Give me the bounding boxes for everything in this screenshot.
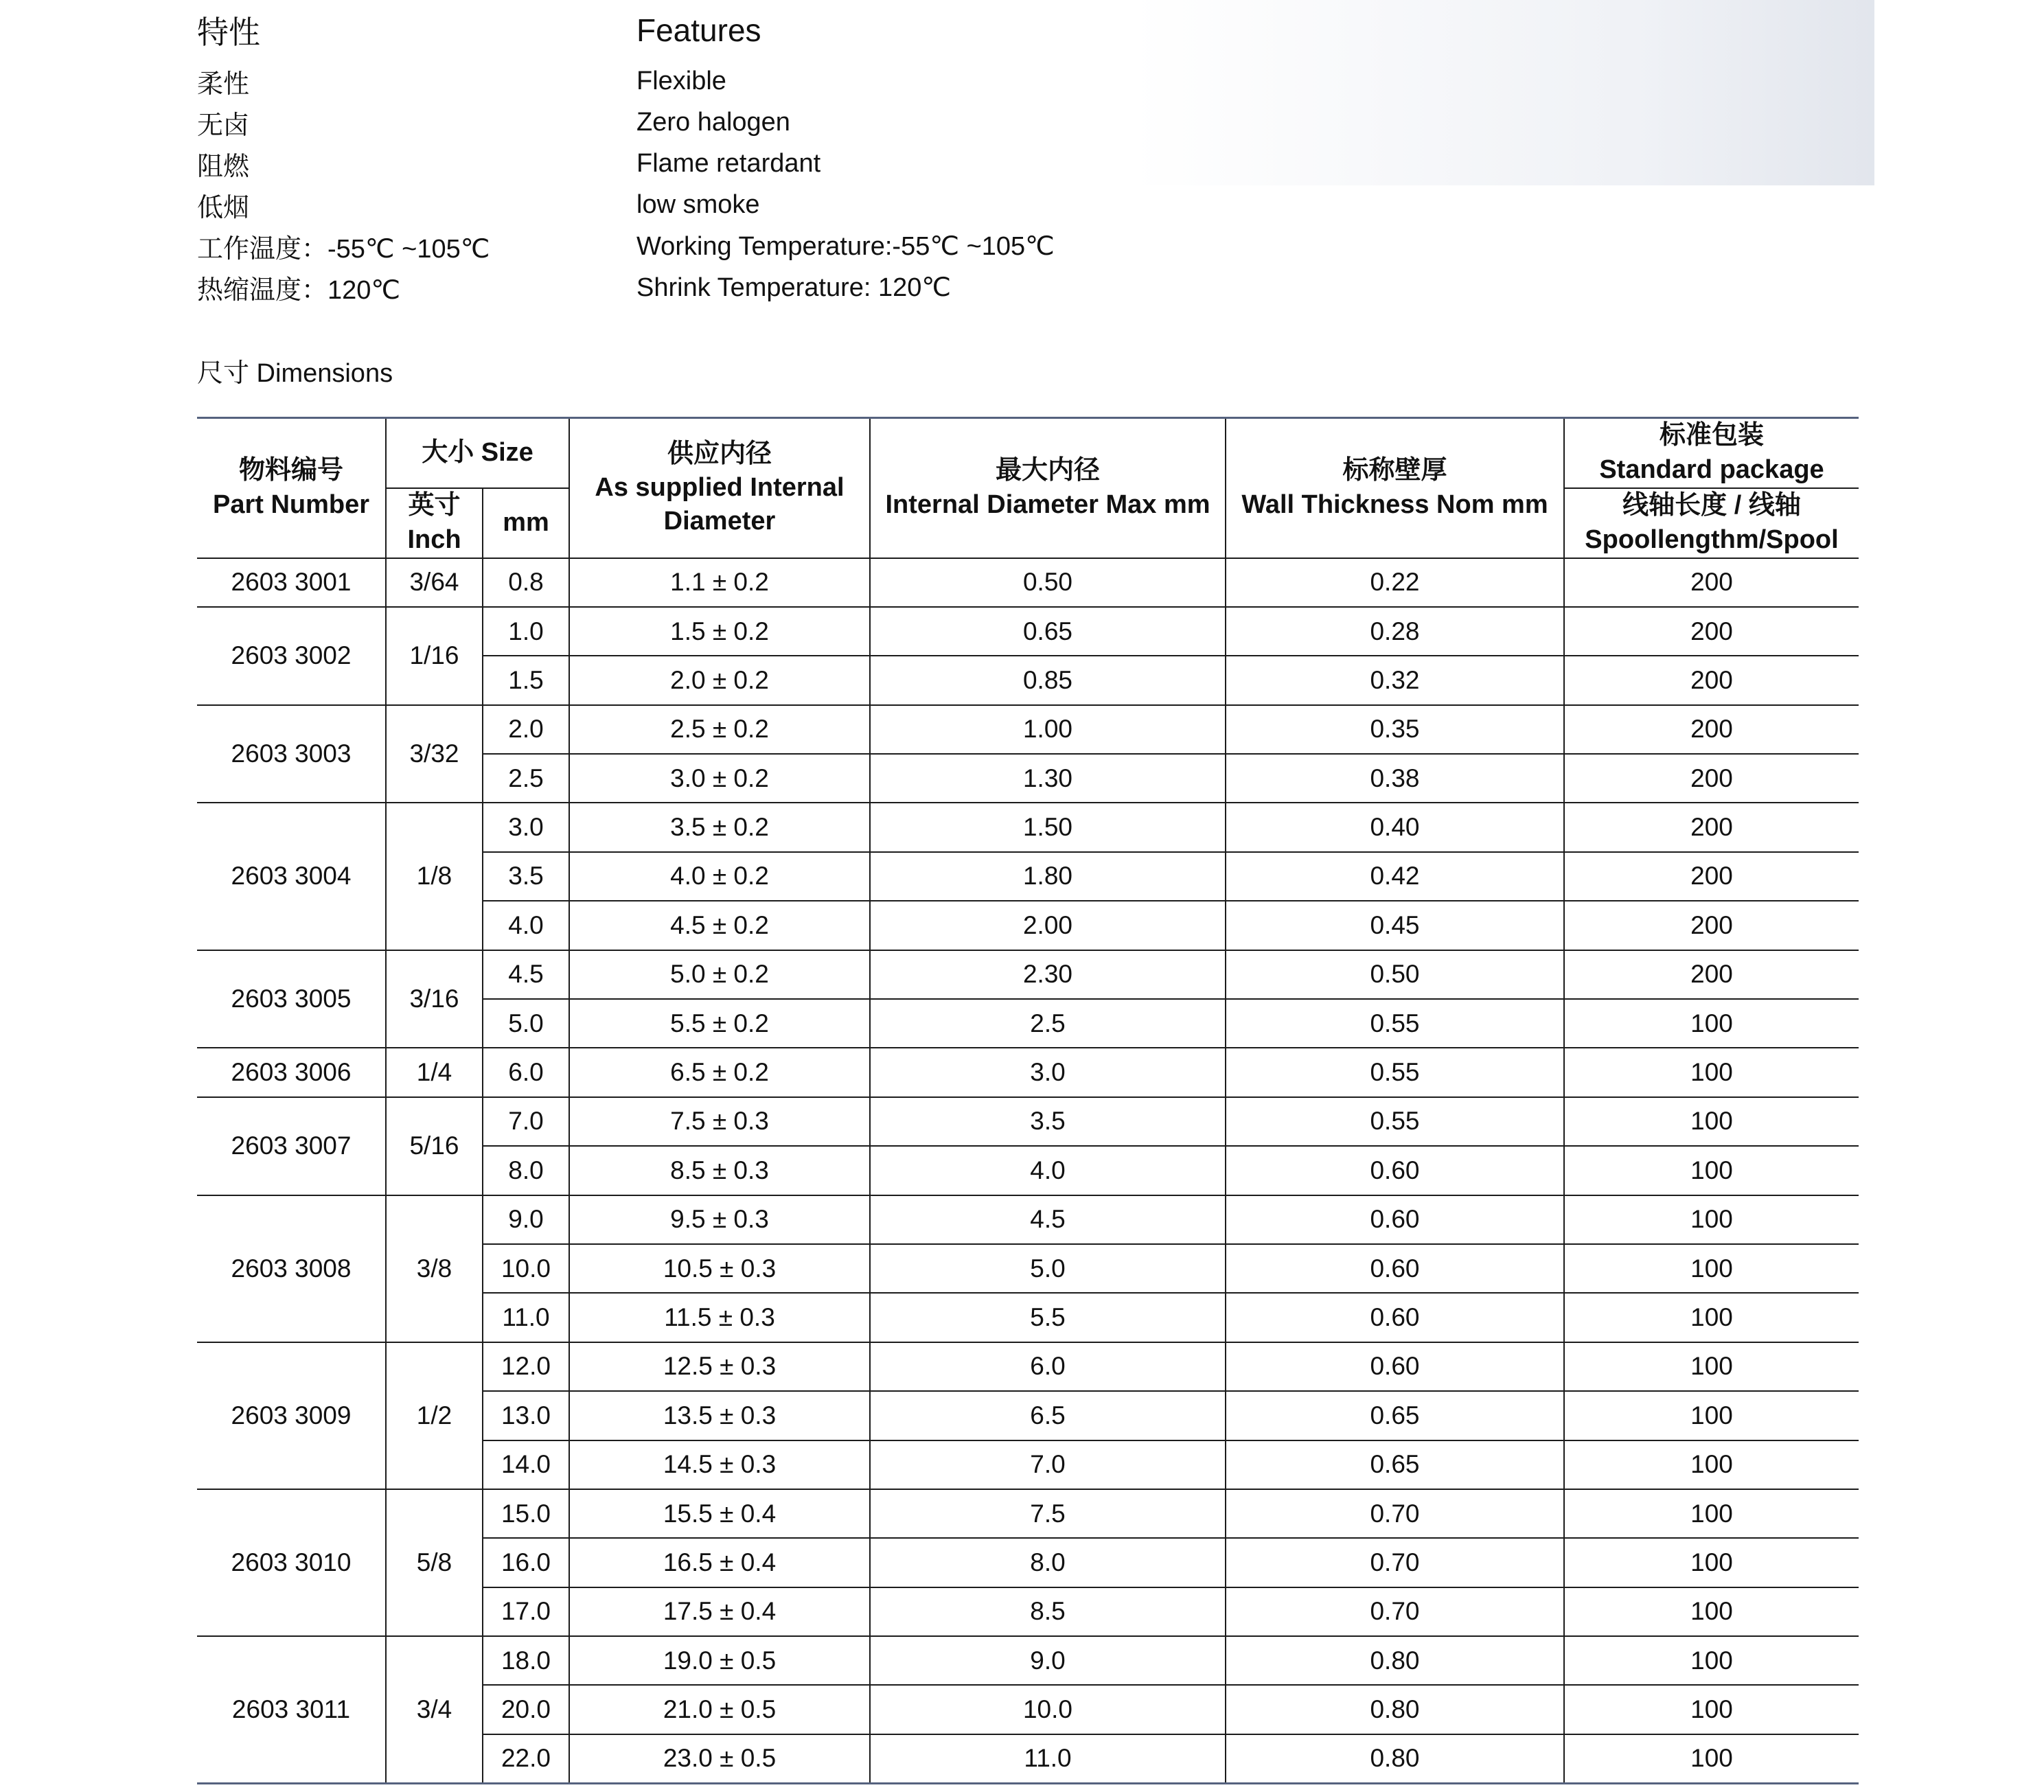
mm-cell: 13.0 (483, 1391, 569, 1440)
wall-thickness-cell: 0.55 (1226, 999, 1564, 1048)
inch-cell: 1/2 (386, 1342, 483, 1489)
max-diameter-cell: 7.5 (870, 1489, 1226, 1538)
max-diameter-cell: 1.00 (870, 705, 1226, 754)
features-heading-cn: 特性 (197, 14, 260, 50)
table-row (197, 803, 1859, 851)
max-diameter-cell: 0.65 (870, 607, 1226, 656)
supplied-diameter-cell: 12.5 ± 0.3 (569, 1342, 870, 1391)
table-row (197, 607, 1859, 656)
max-diameter-cell: 3.0 (870, 1048, 1226, 1096)
wall-thickness-cell: 0.55 (1226, 1097, 1564, 1146)
mm-cell: 10.0 (483, 1244, 569, 1293)
standard-package-header-cn: 标准包装 (1659, 421, 1764, 450)
feature-row (197, 143, 1158, 184)
wall-thickness-cell: 0.70 (1226, 1587, 1564, 1636)
feature-cn: 工作温度：-55℃ ~105℃ (197, 234, 490, 264)
inch-header-en: Inch (407, 525, 461, 554)
max-diameter-cell: 10.0 (870, 1685, 1226, 1734)
max-diameter-cell: 2.00 (870, 901, 1226, 950)
spool-length-cell: 200 (1564, 705, 1859, 754)
wall-thickness-cell: 0.42 (1226, 852, 1564, 901)
feature-en: Flexible (636, 66, 726, 95)
mm-cell: 16.0 (483, 1538, 569, 1587)
features-heading-row (197, 0, 1158, 60)
mm-cell: 2.0 (483, 705, 569, 754)
mm-cell: 7.0 (483, 1097, 569, 1146)
wall-thickness-cell: 0.65 (1226, 1391, 1564, 1440)
part-number-cell: 2603 3004 (197, 803, 386, 950)
feature-cn: 柔性 (197, 69, 250, 99)
table-row (197, 1048, 1859, 1096)
max-diameter-cell: 6.5 (870, 1391, 1226, 1440)
wall-thickness-cell: 0.60 (1226, 1244, 1564, 1293)
spool-length-cell: 100 (1564, 999, 1859, 1048)
part-number-cell: 2603 3005 (197, 950, 386, 1048)
inch-cell: 1/16 (386, 607, 483, 705)
size-header: 大小 Size (386, 418, 569, 488)
mm-cell: 18.0 (483, 1636, 569, 1685)
wall-thickness-cell: 0.28 (1226, 607, 1564, 656)
max-diameter-header-cn: 最大内径 (995, 456, 1100, 485)
supplied-diameter-cell: 13.5 ± 0.3 (569, 1391, 870, 1440)
spool-length-cell: 100 (1564, 1146, 1859, 1195)
mm-header: mm (483, 488, 569, 558)
max-diameter-cell: 0.50 (870, 558, 1226, 607)
supplied-diameter-cell: 1.5 ± 0.2 (569, 607, 870, 656)
mm-cell: 5.0 (483, 999, 569, 1048)
inch-cell: 5/8 (386, 1489, 483, 1636)
spool-length-cell: 100 (1564, 1097, 1859, 1146)
mm-cell: 20.0 (483, 1685, 569, 1734)
supplied-diameter-cell: 5.5 ± 0.2 (569, 999, 870, 1048)
supplied-diameter-cell: 15.5 ± 0.4 (569, 1489, 870, 1538)
standard-package-header (1564, 418, 1859, 488)
max-diameter-header (870, 418, 1226, 558)
table-header-row (197, 418, 1859, 488)
spool-length-cell: 100 (1564, 1489, 1859, 1538)
wall-thickness-header (1226, 418, 1564, 558)
feature-row (197, 184, 1158, 225)
part-number-header-cn: 物料编号 (238, 456, 343, 485)
wall-thickness-cell: 0.80 (1226, 1636, 1564, 1685)
supplied-diameter-header-cn: 供应内径 (667, 439, 772, 468)
spool-length-cell: 100 (1564, 1342, 1859, 1391)
wall-thickness-header-en: Wall Thickness Nom mm (1241, 490, 1548, 519)
mm-cell: 17.0 (483, 1587, 569, 1636)
part-number-cell: 2603 3002 (197, 607, 386, 705)
table-row (197, 1636, 1859, 1685)
wall-thickness-header-cn: 标称壁厚 (1342, 456, 1447, 485)
part-number-cell: 2603 3009 (197, 1342, 386, 1489)
dimensions-table-body (197, 558, 1859, 1784)
table-row (197, 1195, 1859, 1244)
part-number-cell: 2603 3001 (197, 558, 386, 607)
table-row (197, 705, 1859, 754)
inch-header-cn: 英寸 (408, 491, 461, 520)
feature-cn: 低烟 (197, 193, 250, 222)
supplied-diameter-cell: 2.0 ± 0.2 (569, 656, 870, 704)
dimensions-title: 尺寸 Dimensions (197, 359, 393, 388)
spool-length-cell: 100 (1564, 1195, 1859, 1244)
max-diameter-cell: 5.0 (870, 1244, 1226, 1293)
mm-cell: 4.5 (483, 950, 569, 999)
mm-cell: 6.0 (483, 1048, 569, 1096)
supplied-diameter-cell: 9.5 ± 0.3 (569, 1195, 870, 1244)
max-diameter-cell: 1.80 (870, 852, 1226, 901)
inch-cell: 1/4 (386, 1048, 483, 1096)
part-number-header (197, 418, 386, 558)
spool-length-cell: 100 (1564, 1391, 1859, 1440)
inch-cell: 5/16 (386, 1097, 483, 1195)
mm-cell: 15.0 (483, 1489, 569, 1538)
wall-thickness-cell: 0.60 (1226, 1146, 1564, 1195)
max-diameter-cell: 3.5 (870, 1097, 1226, 1146)
supplied-diameter-cell: 7.5 ± 0.3 (569, 1097, 870, 1146)
features-section (197, 0, 1158, 308)
wall-thickness-cell: 0.45 (1226, 901, 1564, 950)
features-heading-en: Features (636, 12, 761, 48)
spool-length-cell: 100 (1564, 1636, 1859, 1685)
max-diameter-cell: 2.30 (870, 950, 1226, 999)
max-diameter-header-en: Internal Diameter Max mm (885, 490, 1210, 519)
standard-package-header-en: Standard package (1599, 455, 1824, 484)
max-diameter-cell: 4.0 (870, 1146, 1226, 1195)
max-diameter-cell: 1.30 (870, 754, 1226, 803)
supplied-diameter-header (569, 418, 870, 558)
supplied-diameter-cell: 2.5 ± 0.2 (569, 705, 870, 754)
wall-thickness-cell: 0.80 (1226, 1685, 1564, 1734)
inch-cell: 3/32 (386, 705, 483, 803)
part-number-cell: 2603 3008 (197, 1195, 386, 1342)
mm-cell: 11.0 (483, 1293, 569, 1342)
wall-thickness-cell: 0.32 (1226, 656, 1564, 704)
wall-thickness-cell: 0.40 (1226, 803, 1564, 851)
mm-cell: 0.8 (483, 558, 569, 607)
wall-thickness-cell: 0.35 (1226, 705, 1564, 754)
mm-cell: 1.5 (483, 656, 569, 704)
mm-cell: 8.0 (483, 1146, 569, 1195)
feature-en: Zero halogen (636, 107, 790, 137)
part-number-cell: 2603 3011 (197, 1636, 386, 1783)
wall-thickness-cell: 0.70 (1226, 1538, 1564, 1587)
spool-length-cell: 100 (1564, 1685, 1859, 1734)
max-diameter-cell: 8.0 (870, 1538, 1226, 1587)
inch-cell: 3/4 (386, 1636, 483, 1783)
max-diameter-cell: 4.5 (870, 1195, 1226, 1244)
wall-thickness-cell: 0.60 (1226, 1342, 1564, 1391)
spool-length-cell: 100 (1564, 1048, 1859, 1096)
supplied-diameter-cell: 8.5 ± 0.3 (569, 1146, 870, 1195)
wall-thickness-cell: 0.70 (1226, 1489, 1564, 1538)
feature-cn: 热缩温度：120℃ (197, 275, 401, 305)
part-number-cell: 2603 3003 (197, 705, 386, 803)
inch-cell: 3/64 (386, 558, 483, 607)
table-row (197, 950, 1859, 999)
spool-length-cell: 200 (1564, 901, 1859, 950)
spool-length-cell: 200 (1564, 754, 1859, 803)
wall-thickness-cell: 0.80 (1226, 1734, 1564, 1783)
spool-length-cell: 100 (1564, 1244, 1859, 1293)
table-row (197, 1489, 1859, 1538)
mm-cell: 9.0 (483, 1195, 569, 1244)
feature-cn: 阻燃 (197, 152, 250, 181)
max-diameter-cell: 9.0 (870, 1636, 1226, 1685)
spool-length-cell: 200 (1564, 803, 1859, 851)
feature-en: Working Temperature:-55℃ ~105℃ (636, 231, 1055, 261)
part-number-cell: 2603 3010 (197, 1489, 386, 1636)
feature-row (197, 60, 1158, 102)
feature-cn: 无卤 (197, 111, 250, 140)
spool-length-cell: 200 (1564, 950, 1859, 999)
spool-length-cell: 100 (1564, 1538, 1859, 1587)
mm-cell: 3.5 (483, 852, 569, 901)
spool-length-header-cn: 线轴长度 / 线轴 (1622, 491, 1801, 520)
feature-row (197, 225, 1158, 266)
spool-length-cell: 200 (1564, 656, 1859, 704)
dimensions-table (197, 417, 1859, 1784)
max-diameter-cell: 8.5 (870, 1587, 1226, 1636)
supplied-diameter-cell: 1.1 ± 0.2 (569, 558, 870, 607)
max-diameter-cell: 0.85 (870, 656, 1226, 704)
supplied-diameter-cell: 3.0 ± 0.2 (569, 754, 870, 803)
mm-cell: 22.0 (483, 1734, 569, 1783)
spool-length-cell: 200 (1564, 607, 1859, 656)
wall-thickness-cell: 0.38 (1226, 754, 1564, 803)
inch-cell: 1/8 (386, 803, 483, 950)
supplied-diameter-cell: 23.0 ± 0.5 (569, 1734, 870, 1783)
spool-length-cell: 200 (1564, 558, 1859, 607)
max-diameter-cell: 11.0 (870, 1734, 1226, 1783)
supplied-diameter-cell: 16.5 ± 0.4 (569, 1538, 870, 1587)
spool-length-cell: 100 (1564, 1734, 1859, 1783)
part-number-header-en: Part Number (212, 490, 370, 519)
wall-thickness-cell: 0.22 (1226, 558, 1564, 607)
wall-thickness-cell: 0.60 (1226, 1195, 1564, 1244)
inch-cell: 3/16 (386, 950, 483, 1048)
wall-thickness-cell: 0.50 (1226, 950, 1564, 999)
feature-en: Shrink Temperature: 120℃ (636, 273, 952, 302)
mm-cell: 2.5 (483, 754, 569, 803)
part-number-cell: 2603 3006 (197, 1048, 386, 1096)
supplied-diameter-cell: 4.0 ± 0.2 (569, 852, 870, 901)
feature-en: low smoke (636, 189, 760, 219)
supplied-diameter-header-en: As supplied Internal Diameter (595, 473, 845, 536)
mm-cell: 14.0 (483, 1440, 569, 1489)
header-gradient-decoration (1133, 0, 1874, 185)
inch-cell: 3/8 (386, 1195, 483, 1342)
wall-thickness-cell: 0.60 (1226, 1293, 1564, 1342)
wall-thickness-cell: 0.65 (1226, 1440, 1564, 1489)
feature-en: Flame retardant (636, 148, 821, 178)
spool-length-cell: 200 (1564, 852, 1859, 901)
max-diameter-cell: 5.5 (870, 1293, 1226, 1342)
part-number-cell: 2603 3007 (197, 1097, 386, 1195)
max-diameter-cell: 2.5 (870, 999, 1226, 1048)
supplied-diameter-cell: 14.5 ± 0.3 (569, 1440, 870, 1489)
spool-length-cell: 100 (1564, 1440, 1859, 1489)
spool-length-header (1564, 488, 1859, 558)
inch-header (386, 488, 483, 558)
mm-cell: 4.0 (483, 901, 569, 950)
mm-cell: 12.0 (483, 1342, 569, 1391)
supplied-diameter-cell: 11.5 ± 0.3 (569, 1293, 870, 1342)
spool-length-cell: 100 (1564, 1293, 1859, 1342)
supplied-diameter-cell: 4.5 ± 0.2 (569, 901, 870, 950)
max-diameter-cell: 1.50 (870, 803, 1226, 851)
supplied-diameter-cell: 17.5 ± 0.4 (569, 1587, 870, 1636)
supplied-diameter-cell: 3.5 ± 0.2 (569, 803, 870, 851)
supplied-diameter-cell: 6.5 ± 0.2 (569, 1048, 870, 1096)
feature-row (197, 266, 1158, 308)
wall-thickness-cell: 0.55 (1226, 1048, 1564, 1096)
table-row (197, 558, 1859, 607)
mm-cell: 3.0 (483, 803, 569, 851)
supplied-diameter-cell: 19.0 ± 0.5 (569, 1636, 870, 1685)
spool-length-cell: 100 (1564, 1587, 1859, 1636)
mm-cell: 1.0 (483, 607, 569, 656)
max-diameter-cell: 7.0 (870, 1440, 1226, 1489)
supplied-diameter-cell: 21.0 ± 0.5 (569, 1685, 870, 1734)
table-row (197, 1342, 1859, 1391)
spool-length-header-en: Spoollengthm/Spool (1585, 525, 1839, 554)
feature-row (197, 102, 1158, 143)
supplied-diameter-cell: 10.5 ± 0.3 (569, 1244, 870, 1293)
max-diameter-cell: 6.0 (870, 1342, 1226, 1391)
table-row (197, 1097, 1859, 1146)
supplied-diameter-cell: 5.0 ± 0.2 (569, 950, 870, 999)
